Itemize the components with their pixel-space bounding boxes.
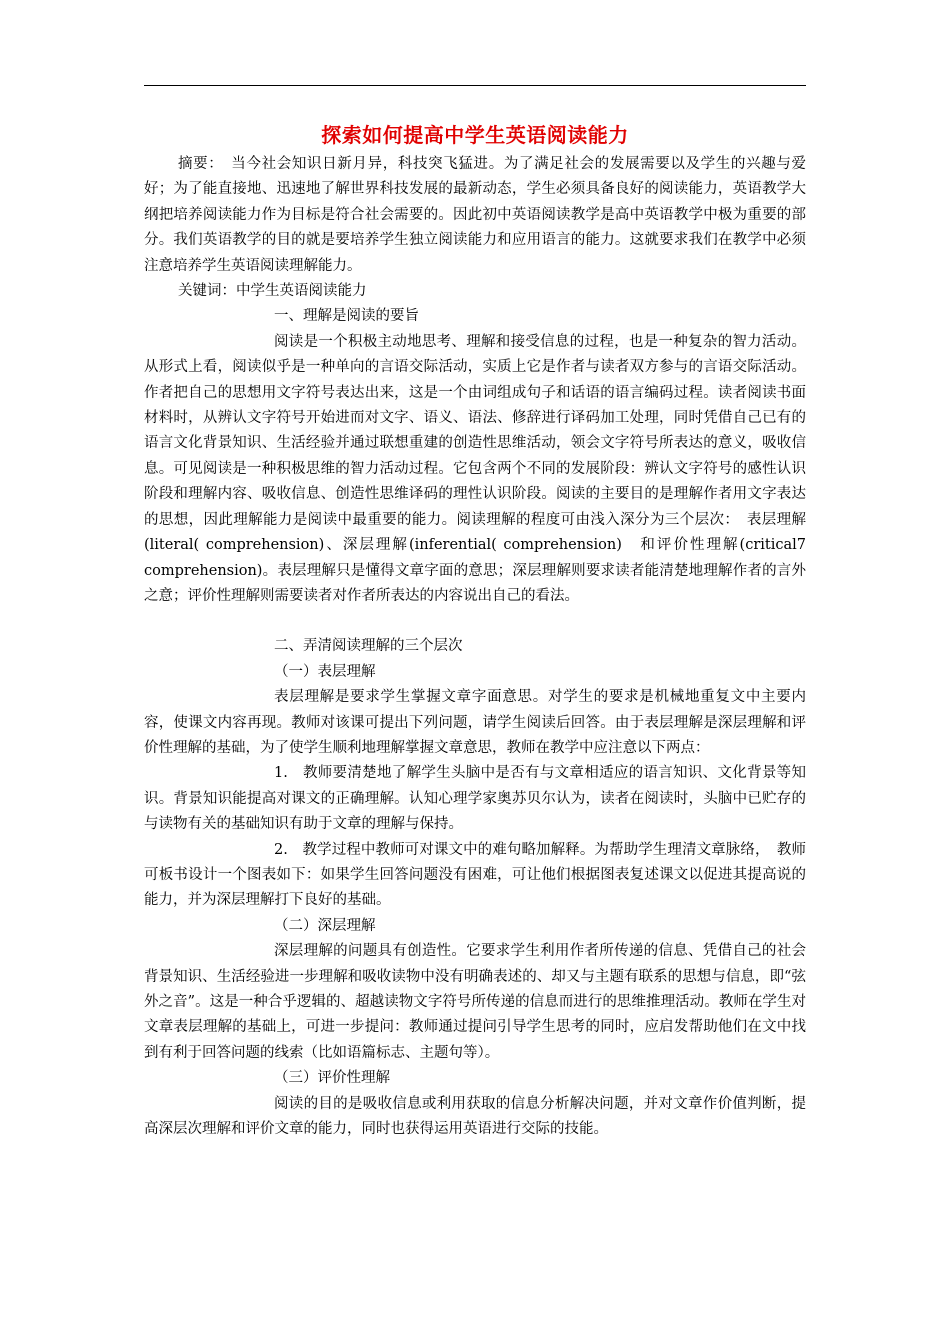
header-rule [144, 85, 806, 86]
subsection1-paragraph: 表层理解是要求学生掌握文章字面意思。对学生的要求是机械地重复文中主要内容，使课文内容再现。教师对该课可提出下列问题，请学生阅读后回答。由于表层理解是深层理解和评价性理解的基础，为了使学生顺利地理解掌握文章意思，教师在教学中应注意以下两点： [144, 689, 806, 756]
paragraph-gap [144, 609, 806, 634]
abstract-paragraph: 摘要： 当今社会知识日新月异，科技突飞猛进。为了满足社会的发展需要以及学生的兴趣与爱好；为了能直接地、迅速地了解世界科技发展的最新动态，学生必须具备良好的阅读能力，英语教学大纲把培养阅读能力作为目标是符合社会需要的。因此初中英语阅读教学是高中英语教学中极为重要的部分。我们英语教学的目的就是要培养学生独立阅读能力和应用语言的能力。这就要求我们在教学中必须注意培养学生英语阅读理解能力。 [144, 156, 806, 274]
subsection1-heading: （一）表层理解 [274, 663, 376, 680]
subsection2-paragraph: 深层理解的问题具有创造性。它要求学生利用作者所传递的信息、凭借自己的社会背景知识、生活经验进一步理解和吸收读物中没有明确表述的、却又与主题有联系的思想与信息，即“弦外之音”。这是一种合乎逻辑的、超越读物文字符号所传递的信息而进行的思维推理活动。教师在学生对文章表层理解的基础上，可进一步提问：教师通过提问引导学生思考的同时，应启发帮助他们在文中找到有利于回答问题的线索（比如语篇标志、主题句等）。 [144, 943, 806, 1061]
section1-paragraph: 阅读是一个积极主动地思考、理解和接受信息的过程，也是一种复杂的智力活动。从形式上看，阅读似乎是一种单向的言语交际活动，实质上它是作者与读者双方参与的言语交际活动。作者把自己的思想用文字符号表达出来，这是一个由词组成句子和话语的语言编码过程。读者阅读书面材料时，从辨认文字符号开始进而对文字、语义、语法、修辞进行译码加工处理，同时凭借自己已有的语言文化背景知识、生活经验并通过联想重建的创造性思维活动，领会文字符号所表达的意义，吸收信息。可见阅读是一种积极思维的智力活动过程。它包含两个不同的发展阶段：辨认文字符号的感性认识阶段和理解内容、吸收信息、创造性思维译码的理性认识阶段。阅读的主要目的是理解作者用文字表达的思想，因此理解能力是阅读中最重要的能力。阅读理解的程度可由浅入深分为三个层次： 表层理解(literal( comprehension)、深层理解(inferential( comprehension) 和评价性理解(critical7 comprehension)。表层理解只是懂得文章字面的意思；深层理解则要求读者能清楚地理解作者的言外之意；评价性理解则需要读者对作者所表达的内容说出自己的看法。 [144, 333, 806, 604]
document-body [144, 118, 806, 1142]
subsection3-paragraph: 阅读的目的是吸收信息或利用获取的信息分析解决问题，并对文章作价值判断，提高深层次理解和评价文章的能力，同时也获得运用英语进行交际的技能。 [144, 1095, 806, 1138]
subsection3-heading: （三）评价性理解 [274, 1070, 390, 1087]
subsection2-heading: （二）深层理解 [274, 917, 376, 934]
subsection1-point1: 1. 教师要清楚地了解学生头脑中是否有与文章相适应的语言知识、文化背景等知识。背景知识能提高对课文的正确理解。认知心理学家奥苏贝尔认为，读者在阅读时，头脑中已贮存的与读物有关的基础知识有助于文章的理解与保持。 [144, 765, 806, 833]
section1-heading: 一、理解是阅读的要旨 [274, 308, 419, 325]
section2-heading: 二、弄清阅读理解的三个层次 [274, 638, 463, 655]
document-title: 探索如何提高中学生英语阅读能力 [321, 123, 629, 147]
keywords-line: 关键词：中学生英语阅读能力 [178, 283, 367, 300]
subsection1-point2: 2. 教学过程中教师可对课文中的难句略加解释。为帮助学生理清文章脉络， 教师可板书设计一个图表如下：如果学生回答问题没有困难，可让他们根据图表复述课文以促进其提高说的能力，并为深层理解打下良好的基础。 [144, 841, 806, 909]
